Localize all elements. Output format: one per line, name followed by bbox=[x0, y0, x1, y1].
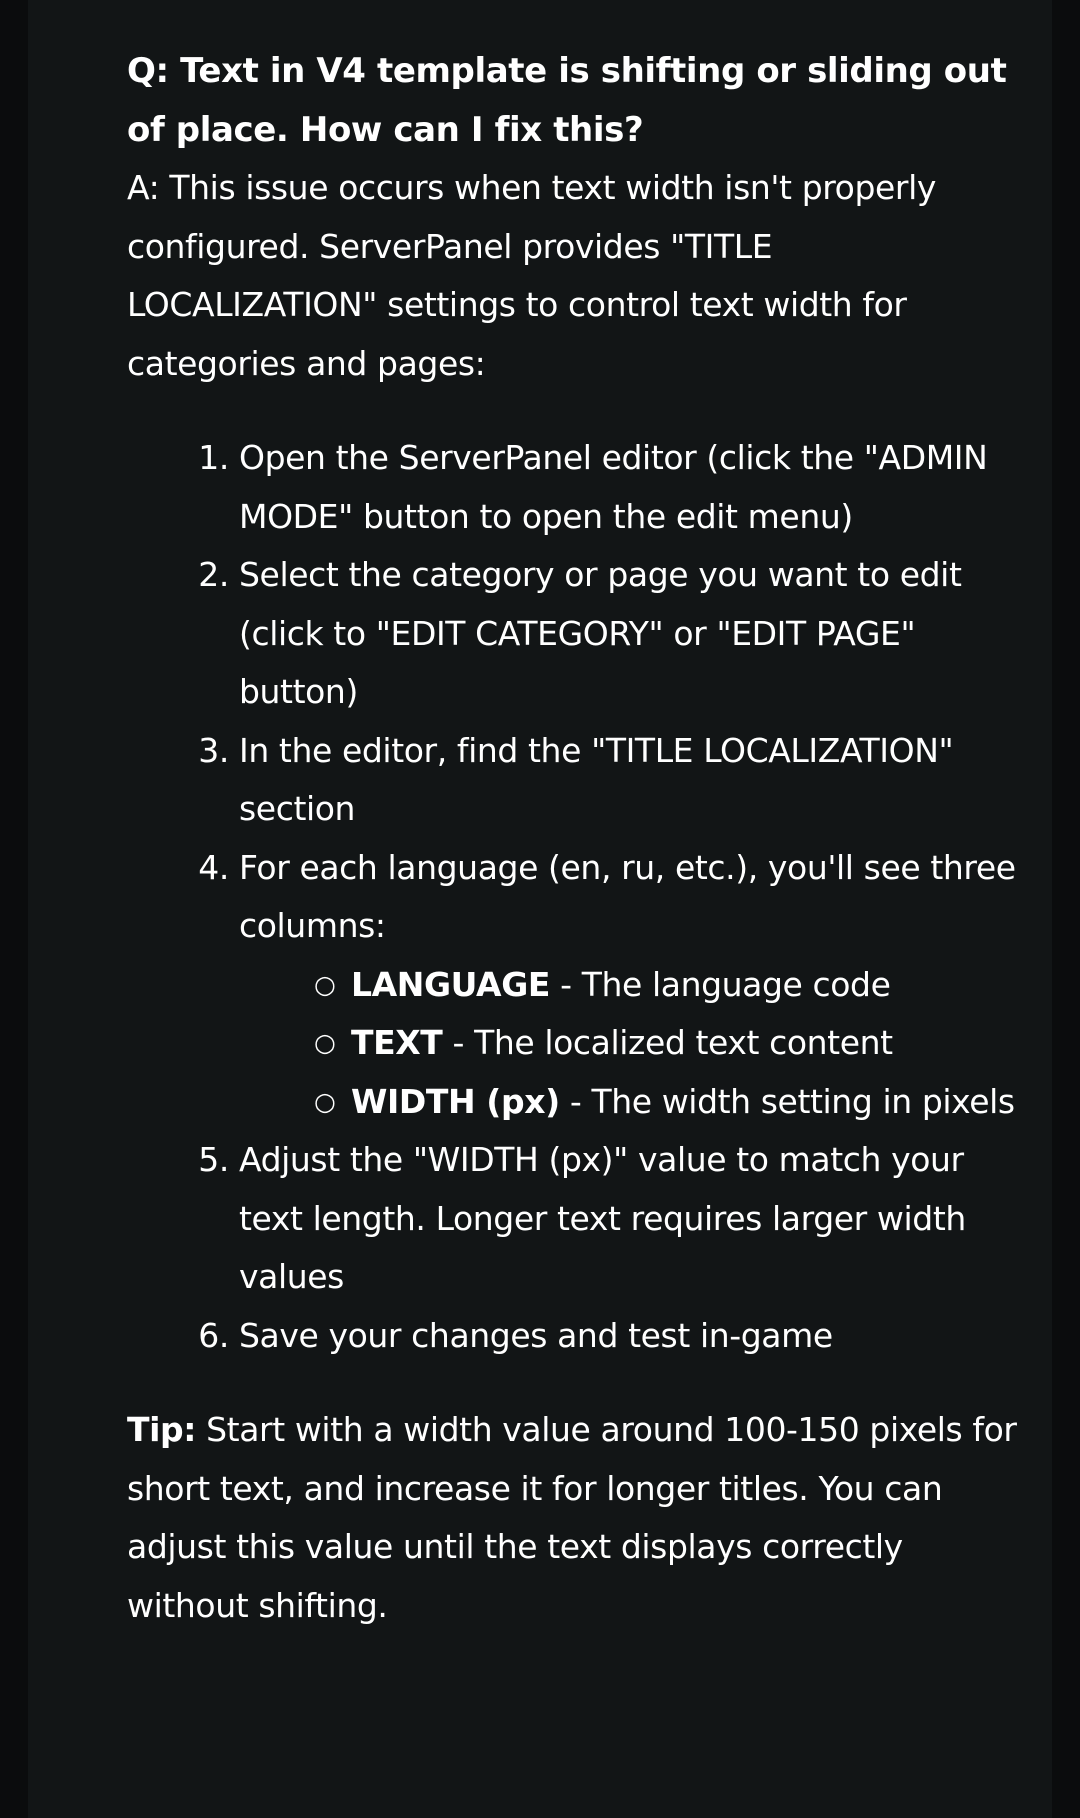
column-item-width bbox=[314, 1073, 1027, 1132]
step-item bbox=[239, 546, 1027, 722]
column-term: WIDTH (px) bbox=[351, 1081, 560, 1121]
step-item bbox=[239, 429, 1027, 546]
step-text: Adjust the "WIDTH (px)" value to match your text length. Longer text requires larger width values bbox=[239, 1140, 966, 1296]
step-item bbox=[239, 839, 1027, 1132]
faq-panel bbox=[28, 0, 1052, 1818]
tip-paragraph bbox=[127, 1401, 1027, 1635]
column-desc: - The width setting in pixels bbox=[559, 1081, 1015, 1121]
steps-list bbox=[127, 429, 1027, 1365]
columns-list bbox=[239, 956, 1027, 1132]
column-term: LANGUAGE bbox=[351, 964, 551, 1004]
faq-answer: A: This issue occurs when text width isn't properly configured. ServerPanel provides "TITLE LOCALIZATION" settings to control text width for categories and pages: bbox=[127, 168, 936, 383]
tip-text: Start with a width value around 100-150 pixels for short text, and increase it for longer titles. You can adjust this value until the text displays correctly without shifting. bbox=[127, 1410, 1017, 1625]
step-text: In the editor, find the "TITLE LOCALIZATION" section bbox=[239, 730, 954, 828]
step-item bbox=[239, 1307, 1027, 1366]
column-item-language bbox=[314, 956, 1027, 1015]
tip-label: Tip: bbox=[127, 1410, 197, 1449]
hollow-circle-bullet-icon: ○ bbox=[314, 1086, 336, 1116]
faq-content bbox=[127, 42, 1027, 1635]
column-term: TEXT bbox=[351, 1023, 443, 1062]
column-desc: - The localized text content bbox=[442, 1023, 893, 1062]
step-item bbox=[239, 722, 1027, 839]
step-text: Save your changes and test in-game bbox=[239, 1315, 833, 1355]
step-text: Open the ServerPanel editor (click the "ADMIN MODE" button to open the edit menu) bbox=[239, 438, 988, 536]
step-text: Select the category or page you want to edit (click to "EDIT CATEGORY" or "EDIT PAGE" button) bbox=[239, 555, 962, 711]
hollow-circle-bullet-icon: ○ bbox=[314, 1028, 336, 1057]
step-text: For each language (en, ru, etc.), you'll see three columns: bbox=[239, 847, 1016, 945]
step-item bbox=[239, 1131, 1027, 1307]
column-item-text bbox=[314, 1014, 1027, 1073]
faq-question: Q: Text in V4 template is shifting or sliding out of place. How can I fix this? bbox=[127, 51, 1007, 150]
column-desc: - The language code bbox=[550, 964, 891, 1004]
hollow-circle-bullet-icon: ○ bbox=[314, 969, 336, 999]
